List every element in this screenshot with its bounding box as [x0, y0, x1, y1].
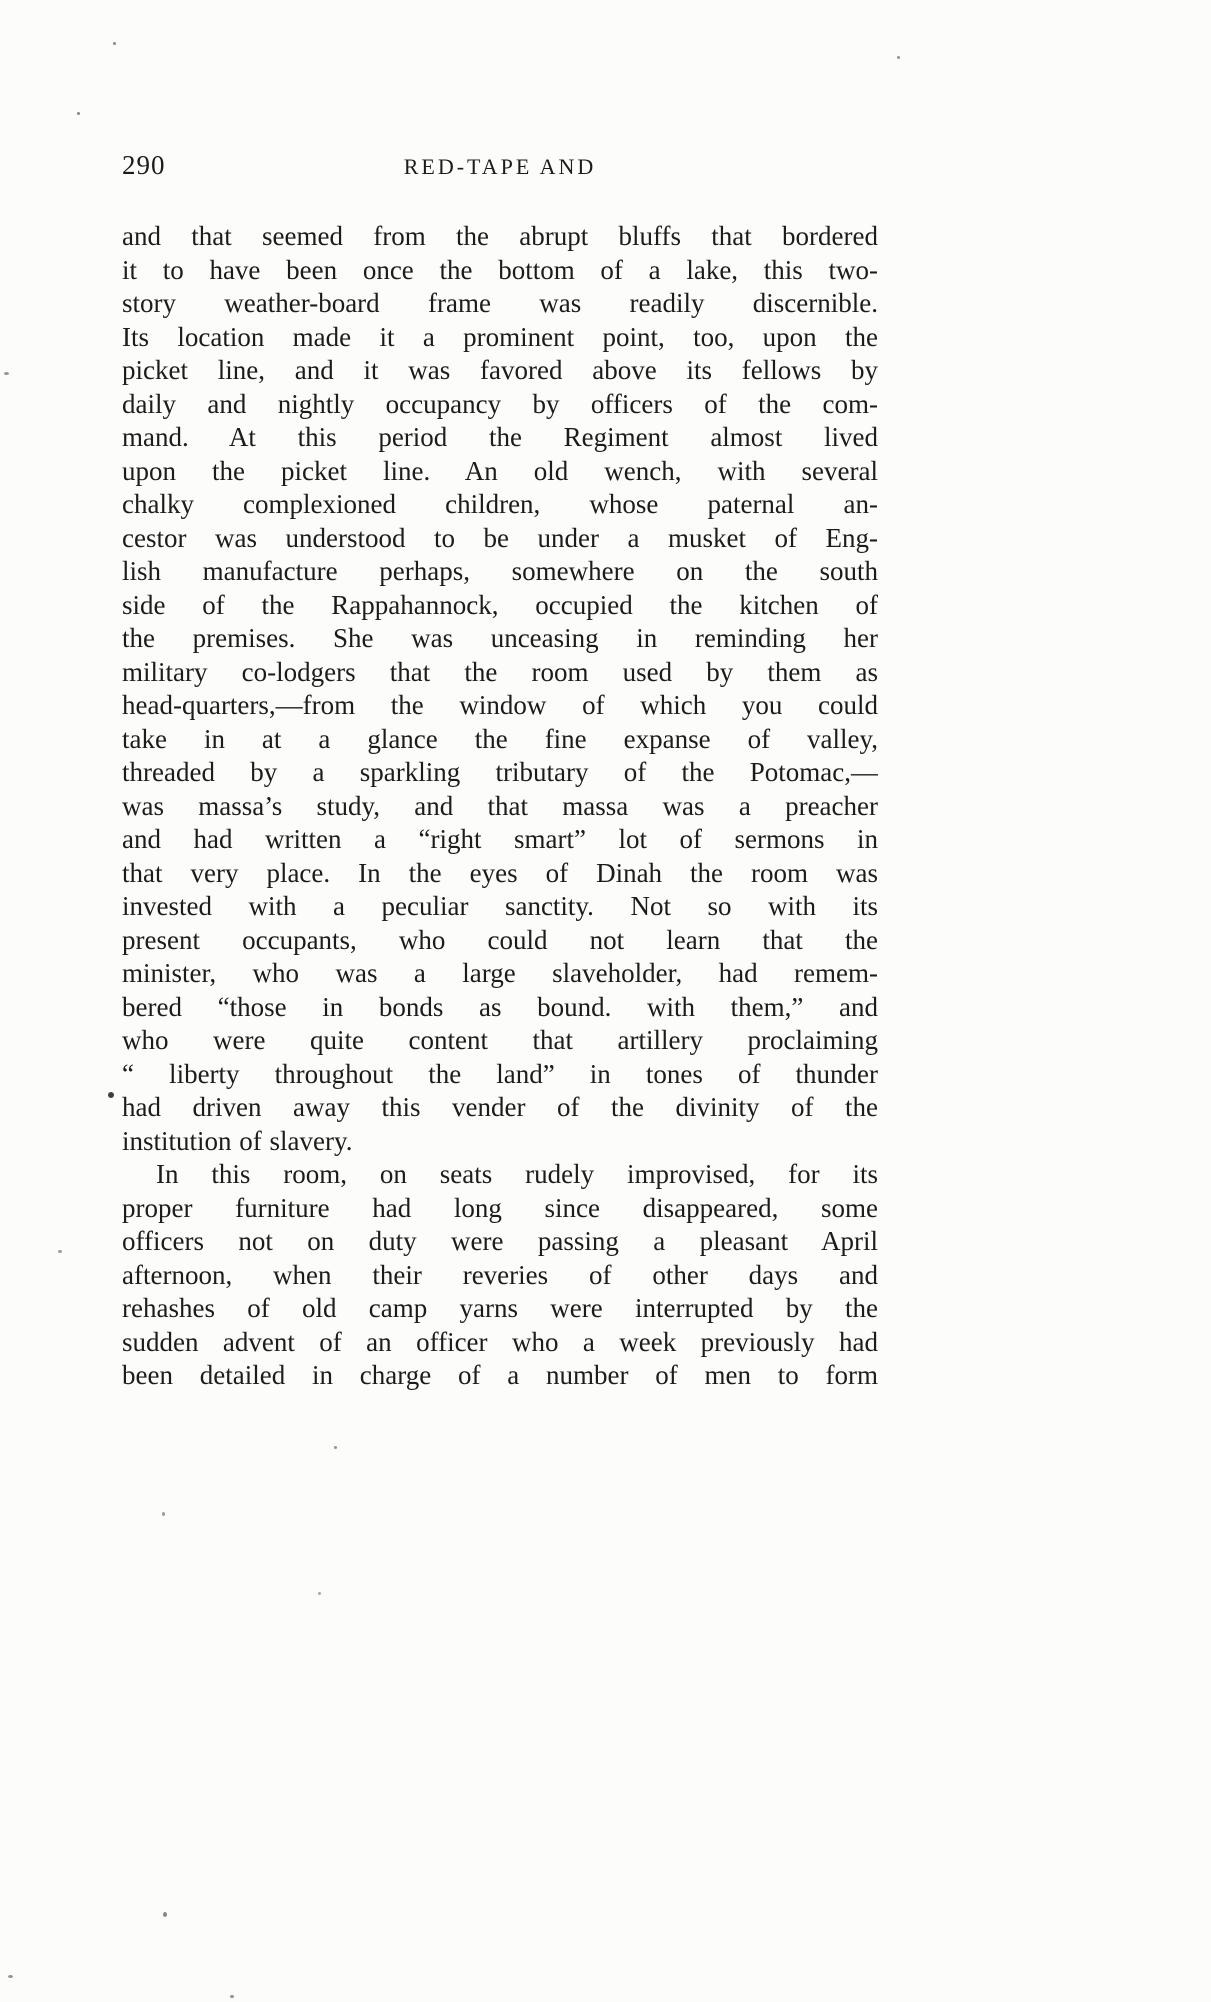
text-line: upon the picket line. An old wench, with several [122, 455, 878, 486]
text-line: lish manufacture perhaps, somewhere on the south [122, 556, 878, 586]
scan-speck [4, 372, 9, 375]
text-line: bered “those in bonds as bound. with them,” and [122, 991, 878, 1022]
text-line: afternoon, when their reveries of other days and [122, 1259, 878, 1290]
scan-speck [897, 56, 900, 59]
text-line: had driven away this vender of the divinity of the [122, 1092, 878, 1122]
page-number: 290 [122, 150, 166, 180]
text-line: mand. At this period the Regiment almost lived [122, 422, 878, 452]
text-line: it to have been once the bottom of a lake, this two- [122, 254, 878, 285]
text-line: officers not on duty were passing a pleasant April [122, 1226, 878, 1256]
text-line: chalky complexioned children, whose paternal an- [122, 489, 878, 519]
text-line: and had written a “right smart” lot of sermons in [122, 824, 878, 854]
scan-speck [334, 1446, 337, 1449]
text-line: was massa’s study, and that massa was a preacher [122, 790, 878, 821]
text-line: story weather-board frame was readily discernible. [122, 288, 878, 318]
text-line: Its location made it a prominent point, too, upon the [122, 321, 878, 352]
running-header: RED-TAPE AND [403, 154, 597, 179]
scan-speck [77, 112, 80, 115]
text-line: the premises. She was unceasing in reminding her [122, 623, 878, 653]
scan-speck [108, 1092, 114, 1098]
text-line: been detailed in charge of a number of men to form [122, 1360, 878, 1390]
text-line: take in at a glance the fine expanse of valley, [122, 723, 878, 754]
text-line: picket line, and it was favored above its fellows by [122, 355, 878, 385]
body-text [122, 220, 878, 1393]
text-line: that very place. In the eyes of Dinah the room was [122, 857, 878, 888]
scan-speck [230, 1995, 234, 1998]
scan-speck [318, 1592, 321, 1595]
text-line: and that seemed from the abrupt bluffs that bordered [122, 221, 878, 251]
text-line: who were quite content that artillery proclaiming [122, 1025, 878, 1055]
text-line: minister, who was a large slaveholder, had remem- [122, 958, 878, 988]
scan-speck [113, 42, 116, 45]
text-line: proper furniture had long since disappeared, some [122, 1192, 878, 1223]
text-line: present occupants, who could not learn that the [122, 924, 878, 955]
text-line: “ liberty throughout the land” in tones of thunder [122, 1058, 878, 1089]
text-line: invested with a peculiar sanctity. Not so with its [122, 891, 878, 921]
text-line: In this room, on seats rudely improvised, for its [156, 1159, 878, 1189]
text-line: rehashes of old camp yarns were interrupted by the [122, 1293, 878, 1323]
scan-speck [8, 1975, 13, 1978]
text-line: side of the Rappahannock, occupied the kitchen of [122, 589, 878, 620]
text-line: cestor was understood to be under a musket of Eng- [122, 522, 878, 553]
text-line: daily and nightly occupancy by officers of the com- [122, 388, 878, 419]
text-line: military co-lodgers that the room used by them as [122, 656, 878, 687]
text-line: sudden advent of an officer who a week previously had [122, 1326, 878, 1357]
text-line: threaded by a sparkling tributary of the Potomac,— [122, 757, 878, 787]
text-line: institution of slavery. [122, 1125, 353, 1156]
scan-speck [58, 1250, 62, 1253]
scan-speck [163, 1912, 167, 1917]
text-line: head-quarters,—from the window of which you could [122, 690, 878, 720]
scan-speck [162, 1512, 165, 1516]
